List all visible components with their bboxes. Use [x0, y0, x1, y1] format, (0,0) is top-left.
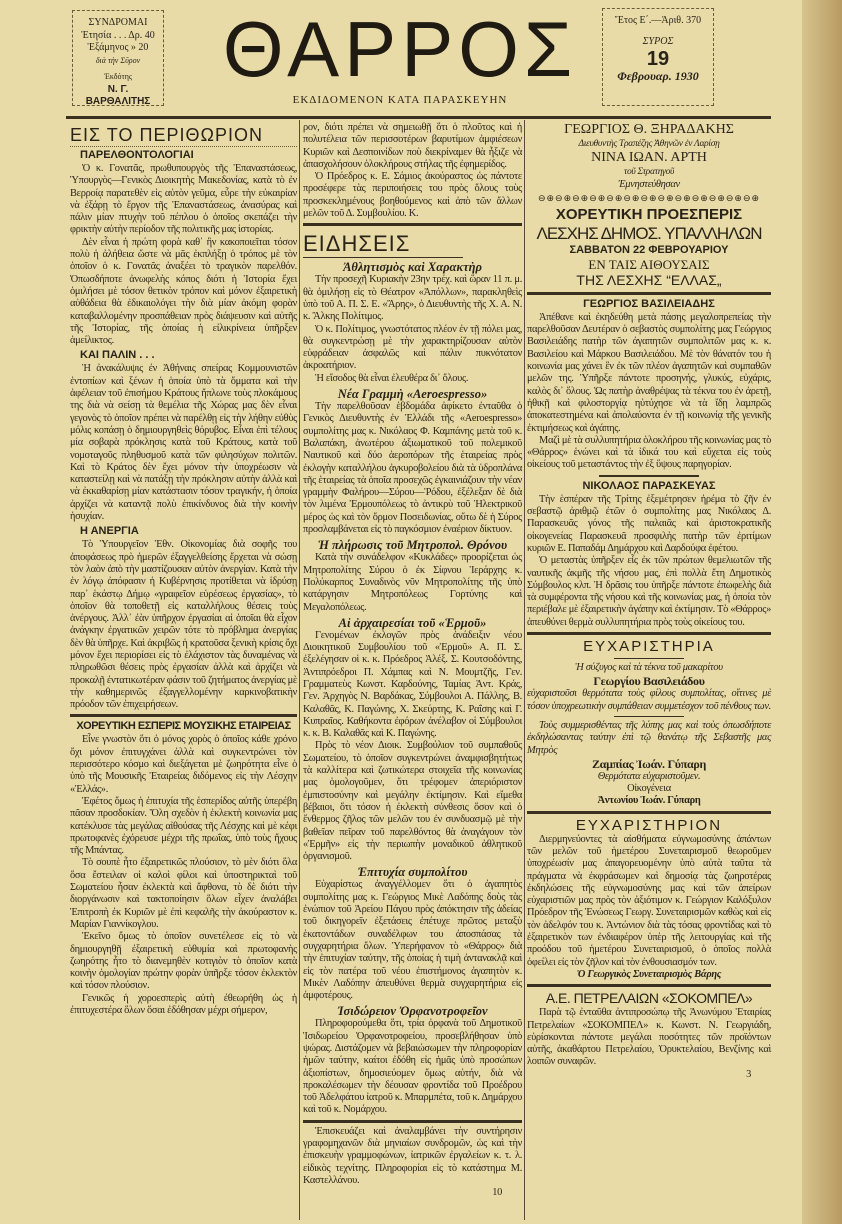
news-paragraph: Πληροφορούμεθα ὅτι, τρία ὀρφανὰ τοῦ Δημοτικοῦ Ἰσιδωρείου Ὀρφανοτροφείου, προσεβλήθησαν ὑπὸ ψώρας. Διστάζομεν νὰ βεβαιώσωμεν τὴν πληροφορίαν ἡμῶν ταύτην, καίτοι ἐδόθη εἰς ἡμᾶς ὑπὸ προσώπων ἀξιοπίστων, δημοσιεύομεν ὅμως αὐτήν, διὰ νὰ προκαλέσωμεν τὴν δέουσαν φροντίδα τοῦ Προέδρου τοῦ Ἀδελφάτου ἰατροῦ κ. Μπαρμπέτα, τοῦ κ. Δημάρχου καὶ τοῦ κ. Νομάρχου.: [303, 1018, 522, 1116]
obituary-paragraph: Ἀπέθανε καὶ ἐκηδεύθη μετὰ πάσης μεγαλοπρεπείας τὴν παρελθοῦσαν Δευτέραν ὁ σεβαστὸς συμπολίτης μας Γεώργιος Βασιλειάδης πατὴρ τῶν ἀγαπητῶν συμπολιτῶν μας κ. κ. Βασιλείου καὶ Μάρκου Βασιλειάδου. Μὲ τὸν θάνατόν του ἡ κοινωνία μας χάνει ἓν ἐκ τῶν πλέον ἀγαπητῶν καὶ συμπαθῶν μελῶν της. Ὑπῆρξε πάντοτε προσηνής, γλυκύς, εὐχάρις, καλὸς δι᾽ ὅλους. Ὡς πατὴρ ἀναθρέψας τὰ τέκνα του ἐν ἀρετῇ, ἠθικῇ καὶ φιλοστοργίᾳ ηὐτύχησε νὰ τὰ ἴδῃ λαμπρῶς ἀποκατεστημένα καὶ ἀπολαύοντα ἐν τῇ κοινωνίᾳ τῆς γενικῆς ἐκτιμήσεως καὶ ἀγάπης.: [527, 311, 771, 434]
column-2: [303, 122, 522, 1200]
thanks-paragraph: Διερμηνεύοντες τὰ αἰσθήματα εὐγνωμοσύνης ἁπάντων τῶν μελῶν τοῦ ἡμετέρου Συνεταιρισμοῦ θεωροῦμεν ὑποχρέωσίν μας ἀπαγορευομένην ὑπὸ αὐτὰ ταῦτα τὰ πράγματα νὰ ἐκφράσωμεν καὶ δημοσίᾳ τὰς ζωηροτέρας ἐκδηλώσεις τῆς εὐγνωμοσύνης μας καὶ τῶν ἀπείρων εὐχαριστιῶν μας πρὸς τὸν ἀξιότιμον κ. Γεώργιον Καλόξυλον Πρόεδρον τῆς Ἑνώσεως Γεωργ. Συνεταιρισμῶν καθὼς καὶ εἰς τὸν ἀδελφόν του κ. Ἀντώνιον διὰ τὰς τόσας φροντίδας καὶ τὸ ἐξαιρετικὸν των ἐνδιαφέρον ὑπὲρ τῆς λειτουργίας καὶ τῆς προόδου τοῦ ἡμετέρου Συνεταιρισμοῦ, ὁ ὁποῖος πολλὰ ὀφείλει εἰς τὸν ζῆλον καὶ τὸν ἐνθουσιασμόν των.: [527, 833, 771, 968]
column-divider: [299, 120, 300, 1220]
column-divider: [524, 120, 525, 1220]
article-paragraph: Τὸ Ὑπουργεῖον Ἐθν. Οἰκονομίας διὰ σοφῆς του ἀποφάσεως πρὸ ἡμερῶν ἐξαγγελθείσης ἔρχεται νὰ σώσῃ τὸν λαὸν ἀπὸ τὴν μαστίζουσαν αὐτὸν ἀνεργίαν. Κατὰ τὴν ἐν λόγῳ ἀπόφασιν ἡ Κυβέρνησις προτίθεται νὰ ἱδρύσῃ παρ᾽ ἑκάστῳ Δήμῳ «γραφεῖον εὑρέσεως ἐργασίας», τὸ ὁποῖον θὰ τοποθετῇ εἰς καταλλήλους θέσεις τοὺς ἀνέργους. Ἀλλ᾽ ἐὰν ὑπῆρχον ἐργασίαι αἱ ὁποῖαι θὰ εἶχον ἀνάγκην ἐργατικῶν χειρῶν τότε τὸ πρόβλημα ἀνεργίας δὲν θὰ ὑπῆρχε. Καὶ ἀκριβῶς ἡ κρατοῦσα ξενικὴ κρίσις ὄχι μόνον ἔχει περιορίσει εἰς τὸ ἐλάχιστον τὰς δυναμένας νὰ πληρωθῶσι θέσεις πρὸς ἐργασίαν ἀλλὰ καὶ ἀρχίζει νὰ προκαλῇ ἐντατικωτέραν φάσιν τοῦ ζητήματος ἀνεργίας μὲ τὴν καθημερινῶς ἐξαγγελλομένην καρκινοβατικὴν πρόοδον τῶν ἐπιχειρήσεων.: [70, 539, 297, 711]
news-heading: Ἡ πλήρωσις τοῦ Μητροπολ. Θρόνου: [317, 538, 508, 553]
article-paragraph: Ἡ ἀνακάλυψις ἐν Ἀθήναις σπείρας Κομμουνιστῶν ἐντοπίων καὶ ξένων ἡ ὁποία ὑπὸ τὰ ὄμματα καὶ τὴν ἀφέλειαν τοῦ ἐπισήμου Κράτους ἤπλωνε τοὺς πλοκάμους της διὰ νὰ σείσῃ τὰ θεμέλια τῆς Χώρας μας δὲν εἶναι γεγονὸς τὸ ὁποῖον πρέπει νὰ παρέλθῃ εἰς τὴν λήθην εὐθὺς μόλις κοπάσῃ ὁ δημιουργηθεὶς θόρυβος. Εἶναι ἐπὶ τέλους μία σοβαρὰ πρόκλησις κατὰ τοῦ Κράτους, κατὰ τοῦ νομοταγοῦς πληθυσμοῦ κατὰ τῶν φιλησύχων πολιτῶν. Καὶ τὸ Κράτος δὲν ἔχει μόνον τὴν ὑποχρέωσιν νὰ καταστείλῃ καὶ νὰ πατάξῃ τὴν πρόκλησιν αὐτὴν ἀλλὰ καὶ νὰ ἐκκαθαρίσῃ μίαν κατάστασιν τόσον τραγικήν, ἡ ὁποία ἀρχίζει νὰ καταντᾷ πολὺ ἐπικίνδυνος διὰ τὴν κοινὴν ἡσυχίαν.: [70, 363, 297, 523]
article-heading: ΠΑΡΕΛΘΟΝΤΟΛΟΓΙΑΙ: [80, 149, 194, 161]
tagline: ΕΚΔΙΔΟΜΕΝΟΝ ΚΑΤΑ ΠΑΡΑΣΚΕΥΗΝ: [292, 94, 508, 106]
article-paragraph: ρον, διότι πρέπει νὰ σημειωθῇ ὅτι ὁ πλοῦτος καὶ ἡ πολυτέλεια τῶν περισσοτέρων βαρυτίμων ἀμφιέσεων Κυριῶν καὶ Δεσποινίδων ποὺ διεκρίναμεν θὰ ἦξιζε νὰ ἀπασχολήσουν ὁλοκλήρους στήλας τῆς ἐφημερίδος.: [303, 122, 522, 170]
divider: [599, 475, 699, 477]
ad-number: 10: [492, 1187, 502, 1199]
issue-box: [602, 8, 714, 106]
news-heading: Ἀθλητισμὸς καὶ Χαρακτὴρ: [343, 260, 482, 275]
article-paragraph: Γενικῶς ἡ χοροεσπερὶς αὐτὴ ἐθεωρήθη ὡς ἡ ἐπιτυχεστέρα ὅλων ὅσαι ἐδόθησαν μέχρι σήμερον,: [70, 992, 297, 1016]
engagement-groom: ΓΕΩΡΓΙΟΣ Θ. ΞΗΡΑΔΑΚΗΣ: [564, 122, 734, 137]
ad-paragraph: Παρὰ τῷ ἐνταῦθα ἀντιπροσώπῳ τῆς Ἀνωνύμου Ἑταιρίας Πετρελαίων «ΣΟΚΟΜΠΕΛ» κ. Κωνστ. Ν. Γεωργιάδη, εὑρίσκονται πάντοτε μεγάλαι ποσότητες τῶν προϊόντων αὐτῆς, ἀκαθάρτου Πετρελαίου, Ὀρυκτελαίου, Βενζίνης καὶ λοιπῶν συναφῶν.: [527, 1007, 771, 1068]
news-paragraph: Ὁ κ. Πολίτιμος, γνωστότατος πλέον ἐν τῇ πόλει μας, θὰ συγκεντρώσῃ μὲ τὴν χαρακτηρίζουσαν αὐτὸν εὐφράδειαν ἀσφαλῶς καὶ πάλιν πυκνότατον ἀκροατήριον.: [303, 323, 522, 372]
divider: [527, 984, 771, 987]
subscription-half: Ἑξάμηνος » 20: [87, 42, 149, 53]
dance-line: ΤΗΣ ΛΕΣΧΗΣ “ΕΛΛΑΣ„: [576, 271, 722, 288]
section-title: ΕΙΔΗΣΕΙΣ: [303, 229, 463, 258]
thanks-line: Ἡ σύζυγος καὶ τὰ τέκνα τοῦ μακαρίτου: [575, 662, 723, 674]
obituary-paragraph: Μαζὶ μὲ τὰ συλλυπητήρια ὁλοκλήρου τῆς κοινωνίας μας τὸ «Θάρρος» ἑνώνει καὶ τὰ ἰδικά του καὶ εὔχεται εἰς τοὺς οἰκείους τοῦ μεταστάντος τὴν ἐξ ὕψους παρηγορίαν.: [527, 434, 771, 471]
divider: [527, 811, 771, 814]
news-heading: Ἰσιδώρειον Ὀρφανοτροφεῖον: [337, 1004, 488, 1019]
publisher-name: Ν. Γ. ΒΑΡΘΑΛΙΤΗΣ: [85, 83, 151, 107]
section-title: ΕΙΣ ΤΟ ΠΕΡΙΘΩΡΙΟΝ: [70, 122, 297, 147]
news-paragraph: Πρὸς τὸ νέον Διοικ. Συμβούλιον τοῦ συμπαθοῦς Σωματείου, τὸ ὁποῖον συγκεντρώνει ἀναμφισβητήτως τὰ καλλίτερα καὶ ζωτικώτερα στοιχεῖα τῆς κοινωνίας μας ὁμολογοῦμεν, ὅτι τρέφομεν ἀπεριόριστον ἐμπιστοσύνην καὶ μεγάλην ἐκτίμησιν. Καὶ εἴμεθα βέβαιοι, ὅτι τόσον ἡ ἐκλεκτὴ σύνθεσις ὅσον καὶ ὁ ἔνθερμος ζῆλος τῶν μελῶν του ἐν συνδυασμῷ μὲ τὴν βαθεῖαν πεῖραν τοῦ παρελθόντος θὰ ἀναγάγουν τὸν «Ἑρμῆν» εἰς τὴν περιωπὴν μοναδικοῦ ἀθλητικοῦ ὀργανισμοῦ.: [303, 740, 522, 863]
dance-announcement: [527, 206, 771, 289]
issue-number: Ἔτος Ε΄.—Ἀριθ. 370: [614, 15, 702, 26]
thanks-line: Θερμότατα εὐχαριστοῦμεν.: [597, 770, 701, 782]
article-heading: Η ΑΝΕΡΓΙΑ: [80, 525, 139, 538]
subscription-heading: ΣΥΝΔΡΟΜΑΙ: [88, 17, 148, 28]
news-paragraph: Κατὰ τὴν συνάδελφον «Κυκλάδες» προορίζεται ὡς Μητροπολίτης Σύρου ὁ ἐκ Σίφνου Ἱεράρχης κ. Πολύκαρπος Συναδινὸς νῦν Μητροπολίτης τῆς ὑπὸ κατάργησιν Μητροπόλεως Γορτύνης καὶ Μεγαλοπόλεως.: [303, 552, 522, 613]
column-1: [70, 122, 297, 1017]
article-paragraph: Τὸ σουπὲ ἦτο ἐξαιρετικῶς πλούσιον, τὸ μὲν διότι ὅλα ὅσα ἔστειλαν οἱ καλοὶ φίλοι καὶ ὑποστηρικταὶ τοῦ Σωματείου ἦσαν ἐκλεκτὰ καὶ ἄφθονα, τὸ δὲ διότι τὴν διοργάνωσιν καὶ τακτοποίησιν ὅλων εἶχεν ἀναλάβει Ἐπιτροπὴ ἐκ Κυριῶν μὲ ἐπὶ κεφαλῆς τὴν ἀκούραστον κ. Μαρίαν Γιαννίκογλου.: [70, 857, 297, 930]
engagement-bride-title: τοῦ Στρατηγοῦ: [623, 167, 675, 178]
article-heading: ΧΟΡΕΥΤΙΚΗ ΕΣΠΕΡΙΣ ΜΟΥΣΙΚΗΣ ΕΤΑΙΡΕΙΑΣ: [76, 720, 291, 733]
ad-heading: Α.Ε. ΠΕΤΡΕΛΑΙΩΝ «ΣΟΚΟΜΠΕΛ»: [545, 990, 753, 1007]
thanks-name: Γεωργίου Βασιλειάδου: [593, 674, 705, 689]
engagement-bride: ΝΙΝΑ ΙΩΑΝ. ΑΡΤΗ: [591, 150, 707, 166]
article-paragraph: Δὲν εἶναι ἡ πρώτη φορὰ καθ᾽ ἣν κακοποιεῖται τόσον πολὺ ἡ ἀλήθεια ὥστε νὰ μᾶς ἐκπλήξῃ ὁ τρόπος μὲ τὸν ὁποῖον ὁ κ. Γονατᾶς ἀναξέει τὸ τραγικὸν παρελθόν. Ὁπωσδήποτε ἀνωφελὴς κόπος διότι ἡ Ἱστορία ἔχει ὁμιλήσει μὲ τόσον θετικὸν τρόπον καὶ μόνον ἐξαιρετικὴ αὐθάδεια θὰ ἐδικαιολόγει τὴν διὰ μίαν ἀκόμη φορὰν καταβαλλομένην προσπάθειαν πρὸς διάψευσιν καὶ αὐτῆς τῆς Ἱστορίας, τῆς ὁποίας ἡ εἰλικρίνεια ὑπῆρξεν ἀμείλικτος.: [70, 236, 297, 347]
news-paragraph: Γενομένων ἐκλογῶν πρὸς ἀνάδειξιν νέου Διοικητικοῦ Συμβουλίου τοῦ «Ἑρμοῦ» Α. Π. Σ. ἐξελέγησαν οἱ κ. κ. Πρόεδρος Ἀλέξ. Σ. Κουτσοδόντης, Ἀντιπρόεδροι Π. Χάμπας καὶ Ν. Μουμτζῆς, Γεν. Γραμματεὺς Κωνστ. Καρδούνης, Ταμίας Ἀντ. Κράς, Γεν. Ἀρχηγὸς Ν. Βαρδάκας, Σύμβουλοι Α. Πάλλης, Β. Καλαθᾶς, Κ. Παγώνης, Χ. Σκεύρτης, Κ. Ραΐσης καὶ Γ. Κυπραῖος. Καθήκοντα ἐφόρων ἀνέλαβον οἱ Σύμβουλοι κ. κ. Β. Καλαθᾶς καὶ Κ. Παγώνης.: [303, 629, 522, 740]
engagement-groom-title: Διευθυντὴς Τραπέζης Ἀθηνῶν ἐν Λαρίσῃ: [578, 139, 720, 149]
subscription-scope: διὰ τὴν Σῦρον: [95, 55, 141, 65]
obituary-heading: ΓΕΩΡΓΙΟΣ ΒΑΣΙΛΕΙΑΔΗΣ: [583, 297, 715, 310]
obituary-paragraph: Τὴν ἑσπέραν τῆς Τρίτης ἐξεμέτρησεν ἠρέμα τὸ ζῆν ἐν σεβαστῷ ἀριθμῷ ἐτῶν ὁ συμπολίτης μας Νικόλαος Δ. Παρασκευᾶς γόνος τῆς παλαιᾶς καὶ ἀριστοκρατικῆς οἰκογενείας Παρασκευᾶ προσφιλὴς πατὴρ τῶν ἐριτίμων κυριῶν Ε. Παπαδάμ Δημάρχου καὶ Δαρδούφα ἐφέτου.: [527, 493, 771, 554]
ornament-border: ⊖⊕⊖⊕⊖⊕⊖⊕⊖⊕⊖⊕⊖⊕⊖⊕⊖⊕⊖⊕⊖⊕⊖⊕⊖⊕: [537, 192, 761, 203]
article-heading: ΚΑΙ ΠΑΛΙΝ . . .: [80, 349, 155, 362]
thanks-line: εὐχαριστοῦσι θερμότατα τοὺς φίλους συμπολίτας, οἵτινες μὲ τόσον ὑποχρεωτικὴν συμπάθειαν συμμετέσχον τοῦ πένθους των.: [527, 688, 771, 712]
article-paragraph: Ἐφέτος ὅμως ἡ ἐπιτυχία τῆς ἑσπερίδος αὐτῆς ὑπερέβη πᾶσαν προσδοκίαν. Ὅλη σχεδὸν ἡ ἐκλεκτὴ κοινωνία μας κατέκλυσε τὰς μεγάλας αἰθούσας τῆς Λέσχης καὶ μὲ κέφι πρωτοφανὲς ἐχόρευσε μέχρι τῆς πρωΐας, ὑπὸ τοὺς ἤχους τῆς Μπάντας.: [70, 795, 297, 857]
subscription-box: [72, 10, 164, 106]
masthead-rule: [66, 116, 771, 119]
thanks-heading: ΕΥΧΑΡΙΣΤΗΡΙΟΝ: [575, 816, 723, 834]
issue-city: ΣΥΡΟΣ: [642, 35, 674, 47]
thanks-signature: Ὁ Γεωργικὸς Συνεταιρισμὸς Βάρης: [576, 968, 722, 980]
dance-line: ΕΝ ΤΑΙΣ ΑΙΘΟΥΣΑΙΣ: [588, 256, 710, 272]
divider: [614, 658, 684, 659]
obituary-paragraph: Ὁ μεταστὰς ὑπῆρξεν εἷς ἐκ τῶν πρώτων θεμελιωτῶν τῆς ναυτικῆς ἀκμῆς τῆς νήσου μας, ἐπὶ πολλὰ ἔτη Δημοτικὸς Σύμβουλος κλπ. Ἡ δρᾶσις του ὑπῆρξε πάντοτε ἐπωφελὴς διὰ τὰ συμφέροντα τῆς νήσου καὶ τῆς κοινωνίας μας, ἡ ὁποία τὸν περιέβαλε μὲ ἐξαιρετικὴν ἀγάπην καὶ ἐκτίμησιν. Τὸ «Θάρρος» ἀπευθύνει θερμὰ συλλυπητήρια πρὸς τοὺς οἰκείους του.: [527, 555, 771, 628]
news-paragraph: Τὴν προσεχῆ Κυριακὴν 23ην τρέχ. καὶ ὥραν 11 π. μ. θὰ ὁμιλήσῃ εἰς τὸ Θέατρον «Ἀπόλλων», παρακληθεὶς ὑπὸ τοῦ Α. Π. Σ. Ε. «Ἄρης», ὁ Διευθυντὴς τῆς Χ. Α. Ν. κ. Ἄλκης Πολίτιμος.: [303, 274, 522, 323]
classified-ad: Ἐπισκευάζει καὶ ἀναλαμβάνει τὴν συντήρησιν γραφομηχανῶν διὰ μηνιαίων συνδρομῶν, ὡς καὶ τὴν ἐπισκευὴν γραμμοφώνων, ἰατρικῶν ἐργαλείων κ. τ. λ. εἰδικὸς τεχνίτης. Πληροφορίαι εἰς τὸ κατάστημα Μ. Καστελλάνου.: [303, 1125, 522, 1186]
divider: [303, 1120, 522, 1123]
page-edge: [802, 0, 842, 1224]
news-heading: Ἐπιτυχία συμπολίτου: [357, 865, 468, 880]
ad-number: 3: [746, 1068, 751, 1080]
issue-date: Φεβρουαρ. 1930: [617, 69, 699, 83]
thanks-line: Οἰκογένεια: [627, 783, 671, 795]
issue-day: 19: [646, 48, 670, 70]
divider: [614, 716, 684, 717]
dance-line: ΧΟΡΕΥΤΙΚΗ ΠΡΟΕΣΠΕΡΙΣ: [555, 205, 743, 223]
article-paragraph: Εἶνε γνωστὸν ὅτι ὁ μόνος χορὸς ὁ ὁποῖος κάθε χρόνο ὄχι μόνον ἐπιτυγχάνει ἀλλὰ καὶ συγκεντρώνει τὸν περισσότερο κόσμο καὶ διεξάγεται μὲ ζωηρότητα εἶνε ὁ ὑπὸ τῆς Μουσικῆς Ἑταιρείας διδόμενος εἰς τὴν Λέσχην «Ἑλλάς».: [70, 734, 297, 795]
column-3: [527, 122, 771, 1081]
news-heading: Νέα Γραμμὴ «Aeroespresso»: [337, 387, 488, 402]
article-paragraph: Ὁ Πρόεδρος κ. Ε. Σάμιος ἀκούραστος ὡς πάντοτε προσέφερε τὰς περιποιήσεις του πρὸς ὅλους τοὺς προσκεκλημένους βοηθούμενος καὶ ἀπὸ τῶν ἄλλων μελῶν τοῦ Δ. Συμβουλίου. Κ.: [303, 171, 522, 220]
divider: [303, 223, 522, 226]
divider: [527, 292, 771, 295]
news-paragraph: Τὴν παρελθοῦσαν ἑβδομάδα ἀφίκετο ἐνταῦθα ὁ Γενικὸς Διευθυντὴς ἐν Ἑλλάδι τῆς «Aeroespresso» συμπολίτης μας κ. Νικόλαος Φ. Καμπάνης μετὰ τοῦ κ. Βαλαπάκη, ἀνωτέρου ἀξιωματικοῦ τοῦ πολεμικοῦ Ναυτικοῦ καὶ δύο ἀεροπόρων τῆς ἑταιρείας πρὸς ἐκλογὴν καταλλήλου ἀγκυροβολείου διὰ τὰ ὑδροπλάνα τῆς ἑταιρείας τὰ ὁποῖα προσεχῶς ἐγκαινιάζουν τὴν νέαν γραμμὴν Φαλήρου—Σύρου—Ῥόδου, ἐξέλεξαν δὲ διὰ τὸν λιμένα Ἑρμουπόλεως τὸ ἀντικρὺ τοῦ Ἠλεκτρικοῦ μέρος ὡς καὶ τὸν ὅρμον Ποσειδωνίας, οὕτω δὲ ἡ Σύρος προσλαμβάνεται εἰς τὸ παγκόσμιον ἐναέριον δίκτυον.: [303, 401, 522, 536]
thanks-signature: Ἀντωνίου Ἰωάν. Γύπαρη: [597, 795, 701, 807]
thanks-line: Τοὺς συμμερισθέντας τῆς λύπης μας καὶ τοὺς ὁπωσδήποτε ἐκδηλώσαντας ταύτην ἐπὶ τῷ θανάτῳ τῆς Σεβαστῆς μας Μητρὸς: [527, 719, 771, 756]
thanks-name: Ζαμπίας Ἰωάν. Γύπαρη: [591, 756, 707, 771]
publisher-label: Ἐκδότης: [103, 72, 133, 81]
news-heading: Αἱ ἀρχαιρεσίαι τοῦ «Ἑρμοῦ»: [338, 615, 487, 630]
newspaper-title: ΘΑΡΡΟΣ: [222, 5, 578, 93]
subscription-yearly: Ἐτησία . . . Δρ. 40: [81, 29, 155, 41]
news-paragraph: Ἡ εἴσοδος θὰ εἶναι ἐλευθέρα δι᾽ ὅλους.: [315, 372, 469, 384]
engagement-verb: Ἐμνηστεύθησαν: [618, 178, 680, 190]
news-paragraph: Εὐχαρίστως ἀναγγέλλομεν ὅτι ὁ ἀγαπητὸς συμπολίτης μας κ. Γεώργιος Μικὲ Λαδόπης δοὺς τὰς ἐνώπιον τοῦ Ἀρείου Πάγου πρὸς ἀπόκτησιν τῆς ἀδείας τοῦ δικηγορεῖν ἐξετάσεις ἐπέτυχε πρῶτος μεταξὺ ἑκατοντάδων συναδέλφων του ἀποσπάσας τὰ συγχαρητήρια ὅλων. Ὑπερήφανον τὸ «Θάρρος» διὰ τὴν ἐπιτυχίαν ταύτην, τῆς ὁποίας ἡ τιμὴ ἀντανακλᾷ καὶ εἰς τὸν πατέρα τοῦ νέου ἐπιστήμονος ἀγαπητὸν κ. Μικὲν Λαδόπην ἀπευθύνει θερμὰ συγχαρητήρια εἰς ἀμφοτέρους.: [303, 879, 522, 1002]
dance-line: ΣΑΒΒΑΤΟΝ 22 ΦΕΒΡΟΥΑΡΙΟΥ: [569, 243, 729, 256]
divider: [527, 632, 771, 635]
article-paragraph: Ἐκεῖνο ὅμως τὸ ὁποῖον συνετέλεσε εἰς τὸ νὰ δημιουργηθῇ ἐξαιρετικὴ εὐθυμία καὶ πρωτοφανὴς ζωηρότης ἦτο τὸ διανεμηθὲν κοτιγιὸν τὸ ὁποῖον κατὰ κοινὴν ὁμολογίαν πρώτην φορὰν ὑπῆρξε τόσον ἐκλεκτὸν καὶ τόσον πλούσιον.: [70, 931, 297, 992]
thanks-heading: ΕΥΧΑΡΙΣΤΗΡΙΑ: [583, 638, 715, 656]
obituary-heading: ΝΙΚΟΛΑΟΣ ΠΑΡΑΣΚΕΥΑΣ: [582, 479, 716, 492]
masthead: [60, 0, 775, 118]
article-paragraph: Ὁ κ. Γονατᾶς, πρωθυπουργὸς τῆς Ἐπαναστάσεως, Ὑπουργὸς—Γενικὸς Διοικητὴς Μακεδονίας, κατὰ τὸ ἐν Βερροίᾳ παρατεθὲν εἰς αὐτὸν γεῦμα, εὗρε τὴν εὐκαιρίαν νὰ ἐξάρῃ τὸ ἔργον τῆς Ἐπαναστάσεως, ἀνασύρας καὶ πάλιν μίαν πτυχὴν τοῦ πέπλου ὁ ὁποῖος σκεπάζει τὴν φρικτὴν αὐτὴν περίοδον τῆς πολιτικῆς μας ἱστορίας.: [70, 163, 297, 236]
dance-line: ΛΕΣΧΗΣ ΔΗΜΟΣ. ΥΠΑΛΛΗΛΩΝ: [536, 223, 762, 243]
divider: [70, 714, 297, 717]
